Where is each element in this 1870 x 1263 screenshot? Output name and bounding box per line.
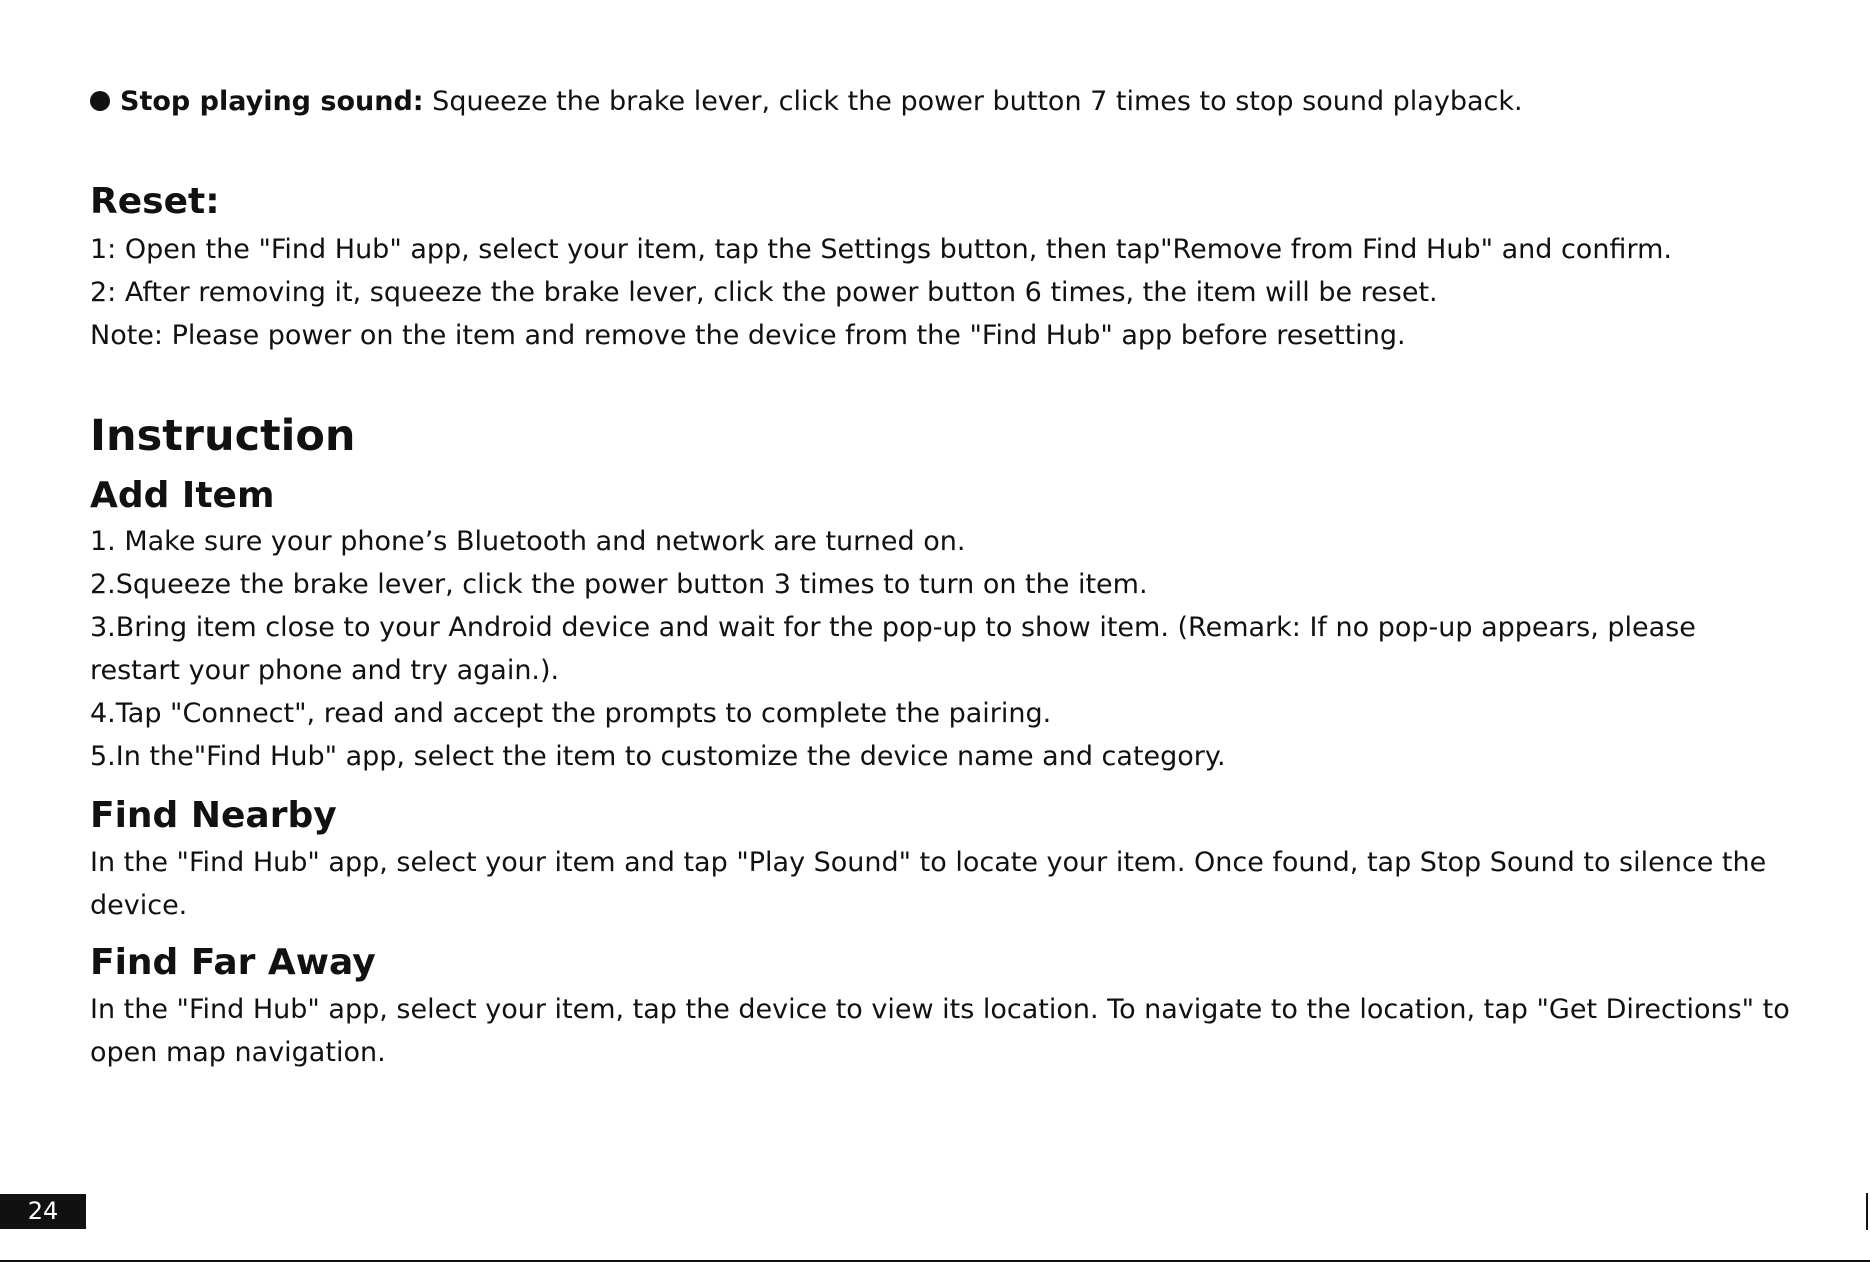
add-item-step-5: 5.In the"Find Hub" app, select the item to customize the device name and category.	[90, 741, 1226, 772]
bullet-dot-icon	[90, 91, 110, 111]
stop-sound-text: Squeeze the brake lever, click the power button 7 times to stop sound playback.	[423, 86, 1523, 117]
add-item-steps	[90, 520, 1790, 778]
bottom-rule	[0, 1260, 1870, 1262]
find-far-away-heading: Find Far Away	[90, 942, 376, 983]
find-nearby-heading: Find Nearby	[90, 795, 337, 836]
add-item-step-2: 2.Squeeze the brake lever, click the power button 3 times to turn on the item.	[90, 569, 1148, 600]
add-item-step-4: 4.Tap "Connect", read and accept the prompts to complete the pairing.	[90, 698, 1052, 729]
find-nearby-text: In the "Find Hub" app, select your item and tap "Play Sound" to locate your item. Once found, tap Stop Sound to silence the device.	[90, 847, 1767, 921]
add-item-step-1: 1. Make sure your phone’s Bluetooth and network are turned on.	[90, 526, 966, 557]
reset-step-2: 2: After removing it, squeeze the brake lever, click the power button 6 times, the item will be reset.	[90, 277, 1438, 308]
add-item-step-3: 3.Bring item close to your Android device and wait for the pop-up to show item. (Remark: If no pop-up appears, please restart your phone and try again.).	[90, 612, 1696, 686]
stop-sound-bullet	[90, 80, 1523, 123]
reset-steps	[90, 228, 1672, 357]
instruction-heading: Instruction	[90, 411, 356, 461]
right-edge-marker	[1866, 1193, 1868, 1230]
reset-step-1: 1: Open the "Find Hub" app, select your item, tap the Settings button, then tap"Remove from Find Hub" and confirm.	[90, 234, 1672, 265]
add-item-heading: Add Item	[90, 475, 275, 516]
stop-sound-label: Stop playing sound:	[120, 86, 424, 117]
reset-note: Note: Please power on the item and remove the device from the "Find Hub" app before resetting.	[90, 320, 1406, 351]
reset-heading: Reset:	[90, 181, 220, 222]
find-far-away-text: In the "Find Hub" app, select your item, tap the device to view its location. To navigate to the location, tap "Get Directions" to open map navigation.	[90, 994, 1790, 1068]
page-number: 24	[0, 1194, 86, 1229]
